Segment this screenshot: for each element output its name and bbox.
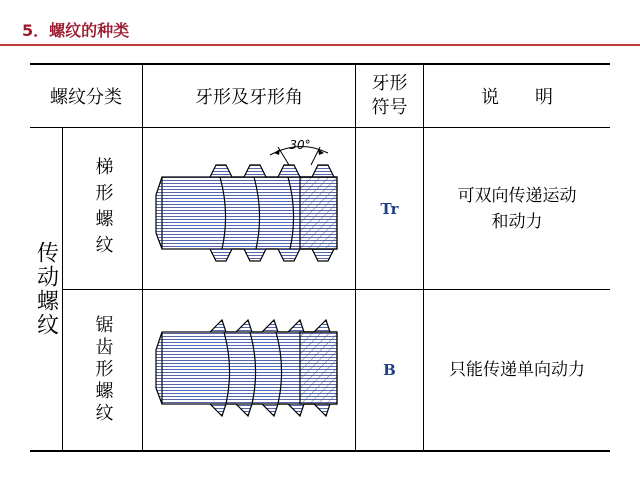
header-category: 螺纹分类 [50, 86, 122, 108]
symbol-buttress: B [383, 361, 396, 379]
table-bottom-rule [30, 450, 610, 452]
header-symbol [356, 64, 423, 127]
row-name-trapezoidal: 梯形螺纹 [92, 156, 114, 261]
header-profile: 牙形及牙形角 [195, 86, 303, 108]
description-buttress: 只能传递单向动力 [449, 360, 585, 380]
row-name-buttress: 锯齿形螺纹 [92, 315, 114, 425]
description-trapezoidal-line1: 可双向传递运动 [457, 185, 577, 206]
angle-label-trapezoidal: 30° [289, 138, 311, 152]
header-description: 说 明 [481, 86, 553, 108]
description-trapezoidal-line2: 和动力 [491, 211, 543, 232]
trapezoidal-thread-drawing [150, 135, 350, 285]
header-symbol-line1: 牙形 [371, 72, 408, 94]
group-label: 传动螺纹 [33, 241, 59, 337]
buttress-thread-drawing [150, 300, 350, 440]
title-rule [0, 44, 640, 46]
slide-title: 5．螺纹的种类 [22, 21, 130, 40]
symbol-trapezoidal: Tr [380, 199, 399, 218]
header-symbol-line2: 符号 [371, 96, 408, 118]
description-trapezoidal [424, 128, 610, 289]
